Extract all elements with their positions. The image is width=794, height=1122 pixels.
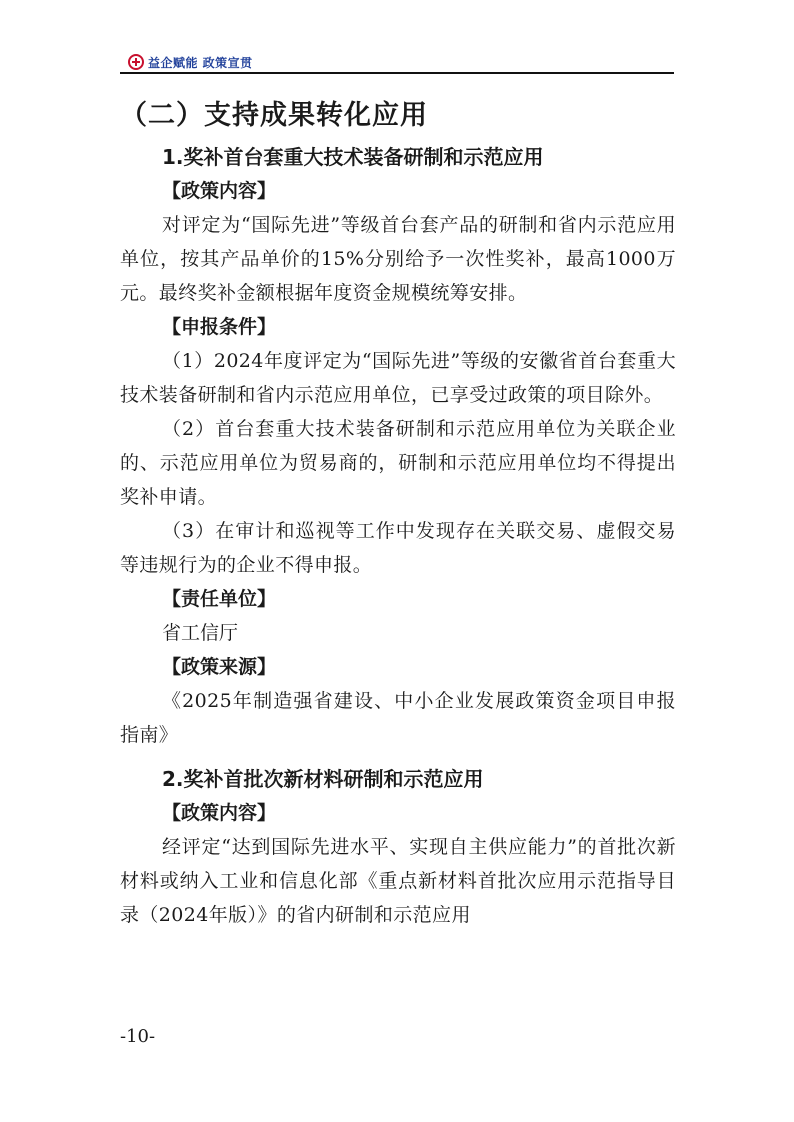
header-rule xyxy=(120,72,674,74)
circle-cross-logo-icon xyxy=(128,54,144,70)
item1-unit: 省工信厅 xyxy=(162,622,239,644)
item2-policy-label: 【政策内容】 xyxy=(162,802,277,824)
item1-conditions-label: 【申报条件】 xyxy=(162,316,277,338)
item1-unit-label: 【责任单位】 xyxy=(162,588,277,610)
page-header xyxy=(128,52,253,72)
header-brand: 益企赋能 政策宣贯 xyxy=(148,55,253,70)
item1-heading: 1.奖补首台套重大技术装备研制和示范应用 xyxy=(162,145,544,169)
item1-condition-1: （1）2024年度评定为“国际先进”等级的安徽省首台套重大技术装备研制和省内示范应用单位，已享受过政策的项目除外。 xyxy=(120,350,676,406)
page-number: -10- xyxy=(120,1026,156,1047)
item1-condition-3: （3）在审计和巡视等工作中发现存在关联交易、虚假交易等违规行为的企业不得申报。 xyxy=(120,520,676,576)
item2-policy-text: 经评定“达到国际先进水平、实现自主供应能力”的首批次新材料或纳入工业和信息化部《重点新材料首批次应用示范指导目录（2024年版）》的省内研制和示范应用 xyxy=(120,836,676,926)
section-title: （二）支持成果转化应用 xyxy=(120,100,428,131)
item1-source-label: 【政策来源】 xyxy=(162,656,277,678)
item1-policy-text: 对评定为“国际先进”等级首台套产品的研制和省内示范应用单位，按其产品单价的15%分别给予一次性奖补，最高1000万元。最终奖补金额根据年度资金规模统筹安排。 xyxy=(120,214,676,304)
document-body xyxy=(120,88,676,932)
item1-condition-2: （2）首台套重大技术装备研制和示范应用单位为关联企业的、示范应用单位为贸易商的，研制和示范应用单位均不得提出奖补申请。 xyxy=(120,418,676,508)
item1-source: 《2025年制造强省建设、中小企业发展政策资金项目申报指南》 xyxy=(120,690,676,746)
item1-policy-label: 【政策内容】 xyxy=(162,180,277,202)
item2-heading: 2.奖补首批次新材料研制和示范应用 xyxy=(162,767,484,791)
